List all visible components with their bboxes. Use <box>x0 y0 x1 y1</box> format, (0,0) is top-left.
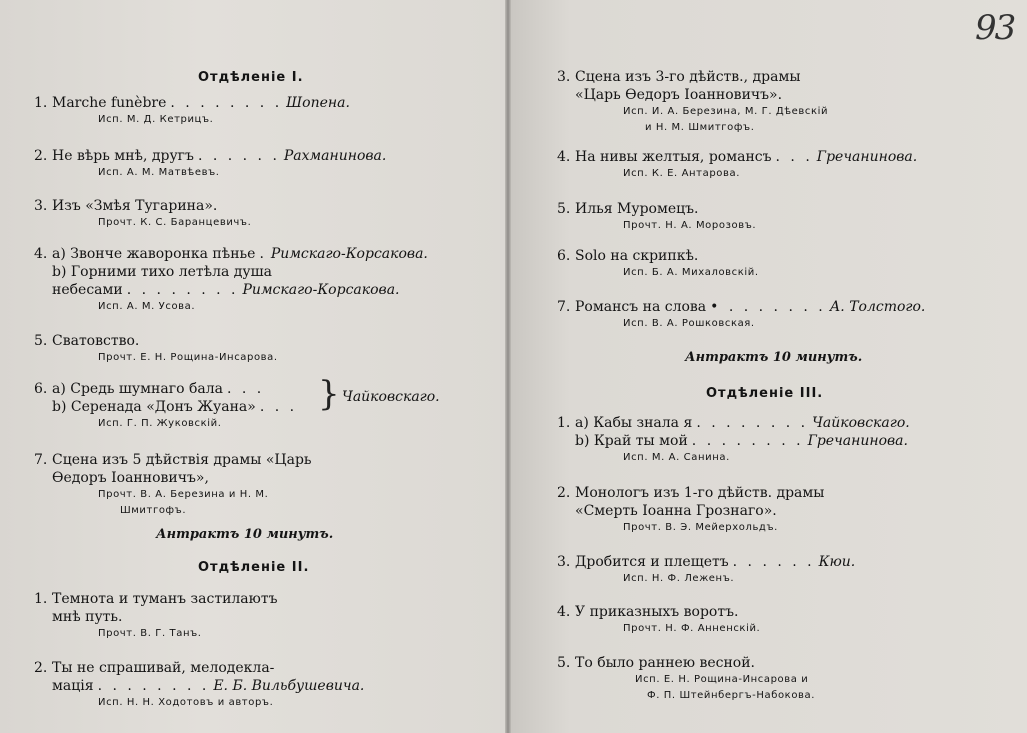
performer: Исп. А. М. Матвѣевъ. <box>98 167 220 178</box>
item-title: а) Звонче жаворонка пѣнье <box>52 246 256 262</box>
item-title: b) Серенада «Донъ Жуана» <box>52 399 256 415</box>
composer: Гречанинова. <box>816 149 918 165</box>
program-item: 1. Темнота и туманъ застилаютъ мнѣ путь. Прочт. В. Г. Танъ. <box>34 590 277 642</box>
performer: Исп. Н. Ф. Леженъ. <box>623 573 735 584</box>
item-title: Ѳедоръ Іоанновичъ», <box>52 470 209 486</box>
item-title: Илья Муромецъ. <box>575 201 699 217</box>
composer: Е. Б. Вильбушевича. <box>213 678 365 694</box>
program-item: 5. Сватовство. Прочт. Е. Н. Рощина-Инсарова. <box>34 332 278 366</box>
program-item: 7. Романсъ на слова • . . . . . . . А. Толстого. Исп. В. А. Рошковская. <box>557 298 925 332</box>
composer: Чайковскаго. <box>342 389 440 405</box>
program-item: 4. а) Звонче жаворонка пѣнье . Римскаго-Корсакова. b) Горними тихо летѣла душа небесами . . . . . . . . Римскаго-Корсакова. Исп. А. М. Усова. <box>34 245 428 315</box>
item-title: а) Кабы знала я <box>575 415 693 431</box>
item-title: Изъ «Змѣя Тугарина». <box>52 198 218 214</box>
performer: Исп. К. Е. Антарова. <box>623 168 741 179</box>
performer: Прочт. Е. Н. Рощина-Инсарова. <box>98 352 278 363</box>
performer: Прочт. В. Г. Танъ. <box>98 628 202 639</box>
section-3-heading: Отдѣленіе III. <box>706 386 824 401</box>
item-title: Романсъ на слова <box>575 299 707 315</box>
item-title: На нивы желтыя, романсъ <box>575 149 772 165</box>
program-item: 1. Marche funèbre . . . . . . . . Шопена. Исп. М. Д. Кетрицъ. <box>34 94 350 128</box>
program-item: 1. а) Кабы знала я . . . . . . . . Чайковскаго. b) Край ты мой . . . . . . . . Гречанинова. Исп. М. А. Санина. <box>557 414 910 466</box>
performer: Шмитгофъ. <box>120 505 187 516</box>
performer: Исп. М. А. Санина. <box>623 452 730 463</box>
item-title: То было раннею весной. <box>575 655 756 671</box>
program-item: 7. Сцена изъ 5 дѣйствія драмы «Царь Ѳедоръ Іоанновичъ», Прочт. В. А. Березина и Н. М. Шмитгофъ. <box>34 451 312 519</box>
item-title: b) Край ты мой <box>575 433 688 449</box>
program-item: 3. Изъ «Змѣя Тугарина». Прочт. К. С. Баранцевичъ. <box>34 197 251 231</box>
performer: Прочт. Н. Ф. Анненскій. <box>623 623 761 634</box>
performer: Прочт. Н. А. Морозовъ. <box>623 220 757 231</box>
composer: Шопена. <box>286 95 350 111</box>
program-item: 3. Сцена изъ 3-го дѣйств., драмы «Царь Ѳедоръ Іоанновичъ». Исп. И. А. Березина, М. Г. Дѣевскій и Н. М. Шмитгофъ. <box>557 68 828 136</box>
intermission: Антрактъ 10 минутъ. <box>685 350 863 365</box>
item-title: небесами <box>52 282 123 298</box>
program-item: 5. Илья Муромецъ. Прочт. Н. А. Морозовъ. <box>557 200 756 234</box>
item-title: Marche funèbre <box>52 95 167 111</box>
performer: Ф. П. Штейнбергъ-Набокова. <box>647 690 816 701</box>
program-item: 3. Дробится и плещетъ . . . . . . Кюи. Исп. Н. Ф. Леженъ. <box>557 553 855 587</box>
item-title: Не вѣрь мнѣ, другъ <box>52 148 194 164</box>
performer: и Н. М. Шмитгофъ. <box>645 122 755 133</box>
item-title: b) Горними тихо летѣла душа <box>52 264 272 280</box>
item-title: «Смерть Іоанна Грознаго». <box>575 503 777 519</box>
section-2-heading: Отдѣленіе II. <box>198 560 310 575</box>
page-number: 93 <box>975 8 1015 48</box>
intermission: Антрактъ 10 минутъ. <box>156 527 334 542</box>
item-title: а) Средь шумнаго бала <box>52 381 223 397</box>
composer: Рахманинова. <box>283 148 387 164</box>
performer: Исп. Е. Н. Рощина-Инсарова и <box>635 674 809 685</box>
item-title: У приказныхъ воротъ. <box>575 604 739 620</box>
composer: Чайковскаго. <box>812 415 910 431</box>
item-title: мація <box>52 678 94 694</box>
program-item: 6. а) Средь шумнаго бала . . . b) Серенада «Донъ Жуана» . . . Исп. Г. П. Жуковскій. <box>34 380 301 432</box>
item-title: Дробится и плещетъ <box>575 554 729 570</box>
section-1-heading: Отдѣленіе I. <box>198 70 304 85</box>
performer: Исп. И. А. Березина, М. Г. Дѣевскій <box>623 106 829 117</box>
performer: Исп. В. А. Рошковская. <box>623 318 755 329</box>
performer: Исп. М. Д. Кетрицъ. <box>98 114 214 125</box>
composer: Кюи. <box>818 554 856 570</box>
composer: А. Толстого. <box>829 299 926 315</box>
item-title: Solo на скрипкѣ. <box>575 248 699 264</box>
composer: Гречанинова. <box>807 433 908 449</box>
item-title: Темнота и туманъ застилаютъ <box>52 591 278 607</box>
page-fold <box>505 0 511 733</box>
performer: Исп. Г. П. Жуковскій. <box>98 418 222 429</box>
item-title: мнѣ путь. <box>52 609 123 625</box>
item-title: Сцена изъ 5 дѣйствія драмы «Царь <box>52 452 312 468</box>
performer: Прочт. В. Э. Мейерхольдъ. <box>623 522 778 533</box>
item-title: Сватовство. <box>52 333 140 349</box>
item-title: Монологъ изъ 1-го дѣйств. драмы <box>575 485 825 501</box>
performer: Прочт. В. А. Березина и Н. М. <box>98 489 269 500</box>
item-title: «Царь Ѳедоръ Іоанновичъ». <box>575 87 783 103</box>
performer: Прочт. К. С. Баранцевичъ. <box>98 217 252 228</box>
program-item: 5. То было раннею весной. Исп. Е. Н. Рощина-Инсарова и Ф. П. Штейнбергъ-Набокова. <box>557 654 815 704</box>
item-title: Ты не спрашивай, мелодекла- <box>52 660 275 676</box>
brace-icon: } <box>318 374 340 414</box>
item-title: Сцена изъ 3-го дѣйств., драмы <box>575 69 801 85</box>
program-item: 2. Монологъ изъ 1-го дѣйств. драмы «Смерть Іоанна Грознаго». Прочт. В. Э. Мейерхольдъ. <box>557 484 824 536</box>
performer: Исп. Б. А. Михаловскій. <box>623 267 759 278</box>
program-item: 4. На нивы желтыя, романсъ . . . Гречанинова. Исп. К. Е. Антарова. <box>557 148 917 182</box>
program-item: 2. Ты не спрашивай, мелодекла- мація . . . . . . . . Е. Б. Вильбушевича. Исп. Н. Н. Ходотовъ и авторъ. <box>34 659 364 711</box>
performer: Исп. Н. Н. Ходотовъ и авторъ. <box>98 697 274 708</box>
performer: Исп. А. М. Усова. <box>98 301 196 312</box>
program-item: 6. Solo на скрипкѣ. Исп. Б. А. Михаловскій. <box>557 247 759 281</box>
composer: Римскаго-Корсакова. <box>242 282 400 298</box>
composer: Римскаго-Корсакова. <box>270 246 428 262</box>
program-item: 2. Не вѣрь мнѣ, другъ . . . . . . Рахманинова. Исп. А. М. Матвѣевъ. <box>34 147 386 181</box>
program-item: 4. У приказныхъ воротъ. Прочт. Н. Ф. Анненскій. <box>557 603 760 637</box>
